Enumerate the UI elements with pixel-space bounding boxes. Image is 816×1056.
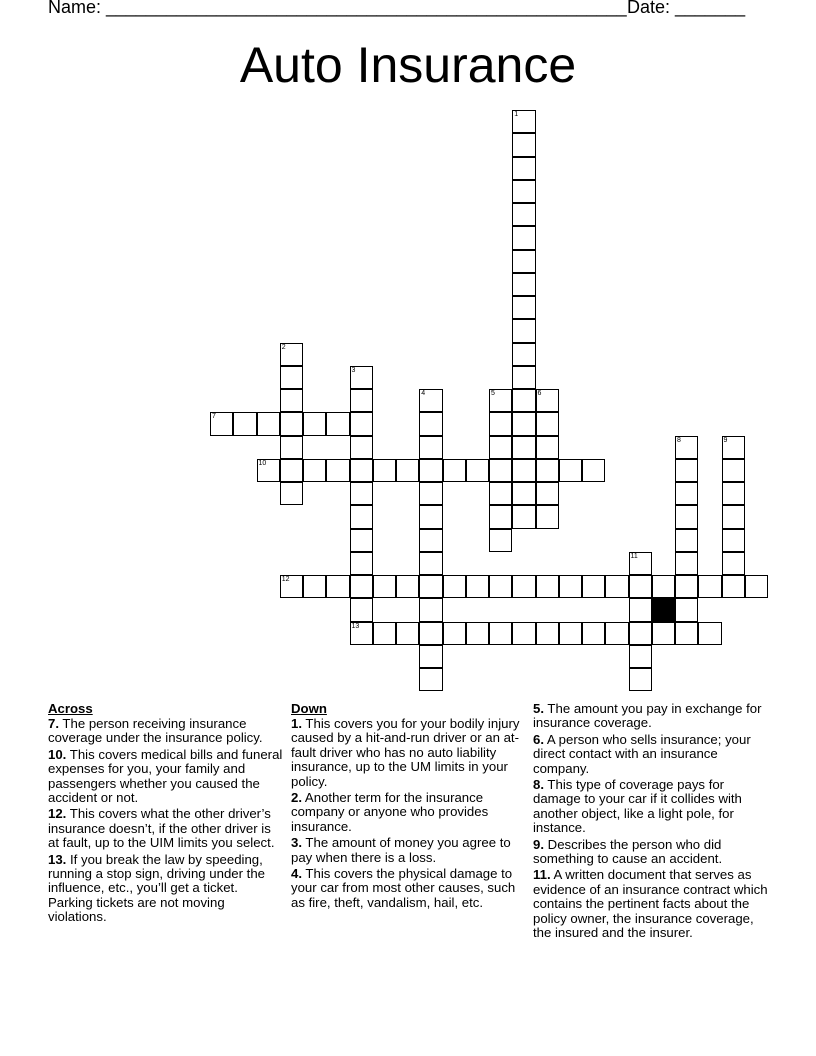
cell-number: 4 (421, 390, 426, 397)
clue-number: 12. (48, 806, 67, 822)
cell-number: 11 (630, 552, 638, 560)
grid-cell[interactable] (489, 459, 512, 482)
grid-cell[interactable] (675, 459, 698, 482)
grid-cell[interactable] (722, 482, 745, 505)
cell-number: 3 (351, 366, 356, 374)
grid-cell[interactable] (350, 459, 373, 482)
clue-number: 13. (48, 851, 67, 867)
down-clue-list-continued (533, 702, 771, 941)
clue-text: This covers the physical damage to your car from most other causes, such as fire, theft, vandalism, hail, etc. (291, 866, 516, 910)
grid-cell[interactable] (350, 389, 373, 412)
grid-cell[interactable] (745, 575, 768, 598)
grid-cell[interactable] (419, 645, 442, 668)
down-clues-column (291, 701, 527, 912)
grid-cell[interactable] (512, 482, 535, 505)
grid-cell[interactable] (419, 575, 442, 598)
grid-cell[interactable] (512, 505, 535, 528)
clue-text: This covers you for your bodily injury caused by a hit-and-run driver or an at-fault driver who has no auto liability insurance, up to the UM limits in your policy. (291, 716, 520, 789)
grid-cell[interactable] (512, 250, 535, 273)
grid-cell[interactable] (722, 505, 745, 528)
grid-cell[interactable] (675, 622, 698, 645)
grid-cell[interactable] (396, 459, 419, 482)
page-title: Auto Insurance (239, 37, 577, 93)
grid-cell[interactable] (466, 575, 489, 598)
clue-item (533, 838, 771, 867)
grid-cell[interactable] (419, 505, 442, 528)
grid-cell[interactable] (675, 575, 698, 598)
grid-cell[interactable] (536, 436, 559, 459)
grid-cell[interactable] (675, 598, 698, 621)
grid-cell[interactable] (350, 622, 373, 645)
grid-cell[interactable] (722, 529, 745, 552)
grid-cell[interactable] (419, 598, 442, 621)
grid-cell[interactable] (536, 482, 559, 505)
grid-cell[interactable] (280, 575, 303, 598)
grid-cell[interactable] (582, 459, 605, 482)
down-heading: Down (291, 701, 327, 716)
grid-cell[interactable] (512, 203, 535, 226)
grid-cell[interactable] (443, 622, 466, 645)
grid-cell[interactable] (652, 622, 675, 645)
clue-text: The amount of money you agree to pay when there is a loss. (291, 835, 511, 865)
grid-cell[interactable] (489, 412, 512, 435)
clue-number: 4. (291, 866, 302, 882)
grid-cell[interactable] (350, 505, 373, 528)
grid-cell[interactable] (722, 459, 745, 482)
clue-number: 9. (533, 836, 544, 852)
grid-cell[interactable] (350, 412, 373, 435)
clue-text: This type of coverage pays for damage to your car if it collides with another object, like a light pole, for instance. (533, 777, 742, 836)
grid-cell[interactable] (629, 645, 652, 668)
grid-cell[interactable] (512, 110, 535, 133)
cell-number: 5 (491, 390, 495, 397)
cell-number: 10 (258, 459, 267, 467)
grid-cell[interactable] (257, 459, 280, 482)
clue-item (533, 733, 771, 776)
clue-item (533, 778, 771, 836)
clue-text: The amount you pay in exchange for insurance coverage. (533, 701, 762, 731)
grid-cell[interactable] (536, 575, 559, 598)
grid-cell[interactable] (629, 598, 652, 621)
grid-cell[interactable] (512, 436, 535, 459)
grid-cell[interactable] (722, 575, 745, 598)
grid-cell[interactable] (280, 436, 303, 459)
grid-cell[interactable] (419, 482, 442, 505)
clue-text: If you break the law by speeding, running a stop sign, driving under the influence, etc., you’ll get a ticket. Parking tickets are not moving violations. (48, 851, 266, 925)
grid-cell[interactable] (512, 157, 535, 180)
cell-number: 9 (723, 436, 728, 444)
grid-cell[interactable] (210, 412, 233, 435)
black-cell (652, 598, 675, 621)
grid-cell[interactable] (512, 412, 535, 435)
grid-cell[interactable] (350, 575, 373, 598)
grid-cell[interactable] (489, 505, 512, 528)
name-field-label: Name: ____________________________________________________ (48, 0, 627, 17)
grid-cell[interactable] (326, 575, 349, 598)
clue-number: 1. (291, 716, 302, 731)
grid-cell[interactable] (280, 343, 303, 366)
grid-cell[interactable] (629, 575, 652, 598)
grid-cell[interactable] (419, 552, 442, 575)
grid-cell[interactable] (675, 552, 698, 575)
grid-cell[interactable] (257, 412, 280, 435)
down-clues-column-continued (533, 702, 771, 943)
grid-cell[interactable] (536, 412, 559, 435)
grid-cell[interactable] (512, 296, 535, 319)
grid-cell[interactable] (582, 622, 605, 645)
grid-cell[interactable] (675, 505, 698, 528)
clue-number: 6. (533, 731, 544, 747)
grid-cell[interactable] (722, 436, 745, 459)
cell-number: 7 (212, 413, 216, 421)
grid-cell[interactable] (489, 622, 512, 645)
grid-cell[interactable] (605, 622, 628, 645)
grid-cell[interactable] (559, 575, 582, 598)
cell-number: 12 (281, 576, 290, 583)
clue-text: A written document that serves as evidence of an insurance contract which contains the pertinent facts about the policy owner, the insurance coverage, the insured and the insurer. (533, 867, 768, 941)
grid-cell[interactable] (489, 529, 512, 552)
grid-cell[interactable] (489, 389, 512, 412)
grid-cell[interactable] (512, 319, 535, 342)
grid-cell[interactable] (536, 505, 559, 528)
grid-cell[interactable] (698, 622, 721, 645)
grid-cell[interactable] (419, 668, 442, 691)
grid-cell[interactable] (489, 575, 512, 598)
grid-cell[interactable] (419, 389, 442, 412)
grid-cell[interactable] (652, 575, 675, 598)
grid-cell[interactable] (466, 459, 489, 482)
clue-item (48, 853, 284, 925)
clue-number: 7. (48, 716, 59, 731)
grid-cell[interactable] (512, 180, 535, 203)
grid-cell[interactable] (512, 273, 535, 296)
clue-text: A person who sells insurance; your direct contact with an insurance company. (533, 731, 751, 776)
across-clues-column (48, 701, 284, 927)
clue-number: 5. (533, 701, 544, 716)
grid-cell[interactable] (722, 552, 745, 575)
grid-cell[interactable] (629, 552, 652, 575)
clue-item (48, 807, 284, 850)
clue-text: This covers medical bills and funeral expenses for you, your family and passengers whether you caused the accident or not. (48, 746, 283, 806)
grid-cell[interactable] (233, 412, 256, 435)
grid-cell[interactable] (419, 436, 442, 459)
clue-item (48, 748, 284, 806)
grid-cell[interactable] (536, 389, 559, 412)
across-heading: Across (48, 701, 93, 716)
clue-item (291, 791, 527, 834)
clue-text: Describes the person who did something to cause an accident. (533, 836, 723, 867)
grid-cell[interactable] (489, 436, 512, 459)
date-field-label: Date: _______ (627, 0, 746, 17)
grid-cell[interactable] (512, 622, 535, 645)
grid-cell[interactable] (326, 459, 349, 482)
grid-cell[interactable] (396, 622, 419, 645)
clue-item (533, 868, 771, 940)
grid-cell[interactable] (443, 459, 466, 482)
grid-cell[interactable] (350, 482, 373, 505)
grid-cell[interactable] (512, 389, 535, 412)
grid-cell[interactable] (512, 226, 535, 249)
grid-cell[interactable] (303, 412, 326, 435)
grid-cell[interactable] (536, 459, 559, 482)
clue-item (533, 702, 771, 731)
cell-number: 13 (351, 622, 360, 630)
clue-item (48, 717, 284, 746)
clue-text: The person receiving insurance coverage under the insurance policy. (48, 716, 263, 746)
cell-number: 8 (677, 436, 681, 444)
grid-cell[interactable] (350, 529, 373, 552)
grid-cell[interactable] (559, 459, 582, 482)
grid-cell[interactable] (512, 459, 535, 482)
grid-cell[interactable] (350, 436, 373, 459)
grid-cell[interactable] (675, 529, 698, 552)
grid-cell[interactable] (419, 529, 442, 552)
down-clue-list (291, 717, 527, 910)
grid-cell[interactable] (512, 366, 535, 389)
clue-item (291, 836, 527, 865)
grid-cell[interactable] (536, 622, 559, 645)
grid-cell[interactable] (280, 482, 303, 505)
grid-cell[interactable] (280, 389, 303, 412)
grid-cell[interactable] (512, 133, 535, 156)
clue-number: 2. (291, 790, 302, 806)
clue-text: This covers what the other driver’s insurance doesn’t, if the other driver is at fault, up to the UIM limits you select. (48, 806, 275, 851)
grid-cell[interactable] (466, 622, 489, 645)
grid-cell[interactable] (373, 575, 396, 598)
grid-cell[interactable] (280, 459, 303, 482)
grid-cell[interactable] (559, 622, 582, 645)
grid-cell[interactable] (629, 668, 652, 691)
grid-cell[interactable] (350, 366, 373, 389)
grid-cell[interactable] (512, 343, 535, 366)
grid-cell[interactable] (280, 366, 303, 389)
clue-number: 3. (291, 835, 302, 851)
grid-cell[interactable] (675, 482, 698, 505)
grid-cell[interactable] (280, 412, 303, 435)
grid-cell[interactable] (350, 598, 373, 621)
grid-cell[interactable] (698, 575, 721, 598)
grid-cell[interactable] (489, 482, 512, 505)
clue-number: 8. (533, 777, 544, 793)
grid-cell[interactable] (582, 575, 605, 598)
grid-cell[interactable] (512, 575, 535, 598)
grid-cell[interactable] (350, 552, 373, 575)
grid-cell[interactable] (303, 459, 326, 482)
grid-cell[interactable] (373, 622, 396, 645)
grid-cell[interactable] (373, 459, 396, 482)
grid-cell[interactable] (419, 622, 442, 645)
grid-cell[interactable] (326, 412, 349, 435)
grid-cell[interactable] (605, 575, 628, 598)
grid-cell[interactable] (419, 459, 442, 482)
grid-cell[interactable] (629, 622, 652, 645)
clue-item (291, 717, 527, 789)
across-clue-list (48, 717, 284, 925)
clue-text: Another term for the insurance company or anyone who provides insurance. (291, 790, 489, 834)
cell-number: 2 (281, 343, 286, 351)
grid-cell[interactable] (443, 575, 466, 598)
grid-cell[interactable] (396, 575, 419, 598)
clue-number: 11. (533, 867, 551, 883)
clue-number: 10. (48, 746, 67, 762)
grid-cell[interactable] (675, 436, 698, 459)
cell-number: 6 (537, 390, 542, 397)
cell-number: 1 (514, 111, 519, 118)
grid-cell[interactable] (303, 575, 326, 598)
grid-cell[interactable] (419, 412, 442, 435)
clue-item (291, 867, 527, 910)
